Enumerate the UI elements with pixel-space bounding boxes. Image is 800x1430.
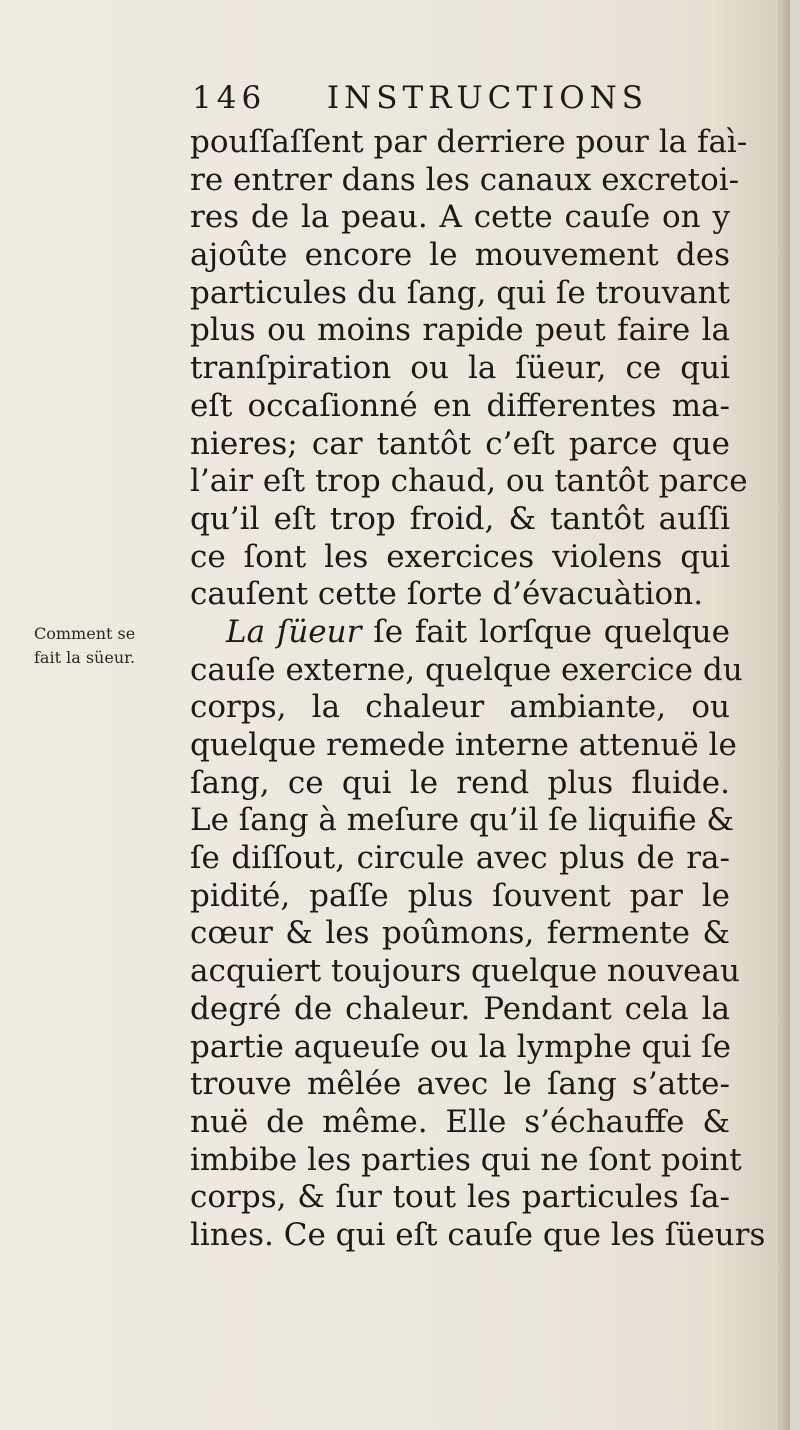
text-line: res de la peau. A cette cauſe on y [190,199,730,236]
text-line: Le ſang à meſure qu’il ſe liquifie & [190,802,734,839]
text-line: partie aqueuſe ou la lymphe qui ſe [190,1028,731,1065]
text-line: lines. Ce qui eſt cauſe que les ſüeurs [190,1216,766,1253]
paragraph-start-line [190,614,730,652]
text-line: nuë de même. Elle s’échauffe & [190,1103,730,1140]
paragraph-lead: La ſüeur [226,613,362,650]
text-line: re entrer dans les canaux excretoi- [190,161,740,198]
text-line: nieres; car tantôt c’eſt parce que [190,425,730,462]
text-line: eſt occaſionné en differentes ma- [190,387,730,424]
text-line: ſang, ce qui le rend plus fluide. [190,764,730,801]
text-line: degré de chaleur. Pendant cela la [190,990,730,1027]
text-line: cœur & les poûmons, fermente & [190,915,730,952]
margin-note [34,622,184,670]
body-text [190,124,766,1255]
text-line: pidité, paſſe plus ſouvent par le [190,877,730,914]
running-header [192,80,649,124]
text-line: plus ou moins rapide peut faire la [190,312,730,349]
running-title: INSTRUCTIONS [326,80,649,116]
text-fragment: ſe fait lorſque quelque [361,613,730,650]
text-line: qu’il eſt trop froid, & tantôt auſſi [190,500,730,537]
text-line: cauſent cette ſorte d’évacuàtion. [190,576,704,613]
text-line: ſe diſſout, circule avec plus de ra- [190,840,730,877]
text-line: trouve mêlée avec le ſang s’atte- [190,1066,730,1103]
text-line: l’air eſt trop chaud, ou tantôt parce [190,463,748,500]
text-line: quelque remede interne attenuë le [190,727,737,763]
text-line: corps, & ſur tout les particules ſa- [190,1179,730,1216]
margin-note-line: Comment se [34,624,136,643]
text-line: ajoûte encore le mouvement des [190,237,730,274]
text-line: corps, la chaleur ambiante, ou [190,689,730,726]
text-line: particules du ſang, qui ſe trouvant [190,274,730,311]
margin-note-line: fait la süeur. [34,648,136,667]
text-line: cauſe externe, quelque exercice du [190,651,743,688]
text-line: acquiert toujours quelque nouveau [190,953,740,990]
text-line: ce ſont les exercices violens qui [190,538,730,575]
text-line: imbibe les parties qui ne ſont point [190,1141,742,1178]
page-number: 146 [192,80,267,116]
page-edge [778,0,790,1430]
text-line: tranſpiration ou la ſüeur, ce qui [190,350,730,387]
text-line: pouſſaſſent par derriere pour la faì- [190,124,748,160]
